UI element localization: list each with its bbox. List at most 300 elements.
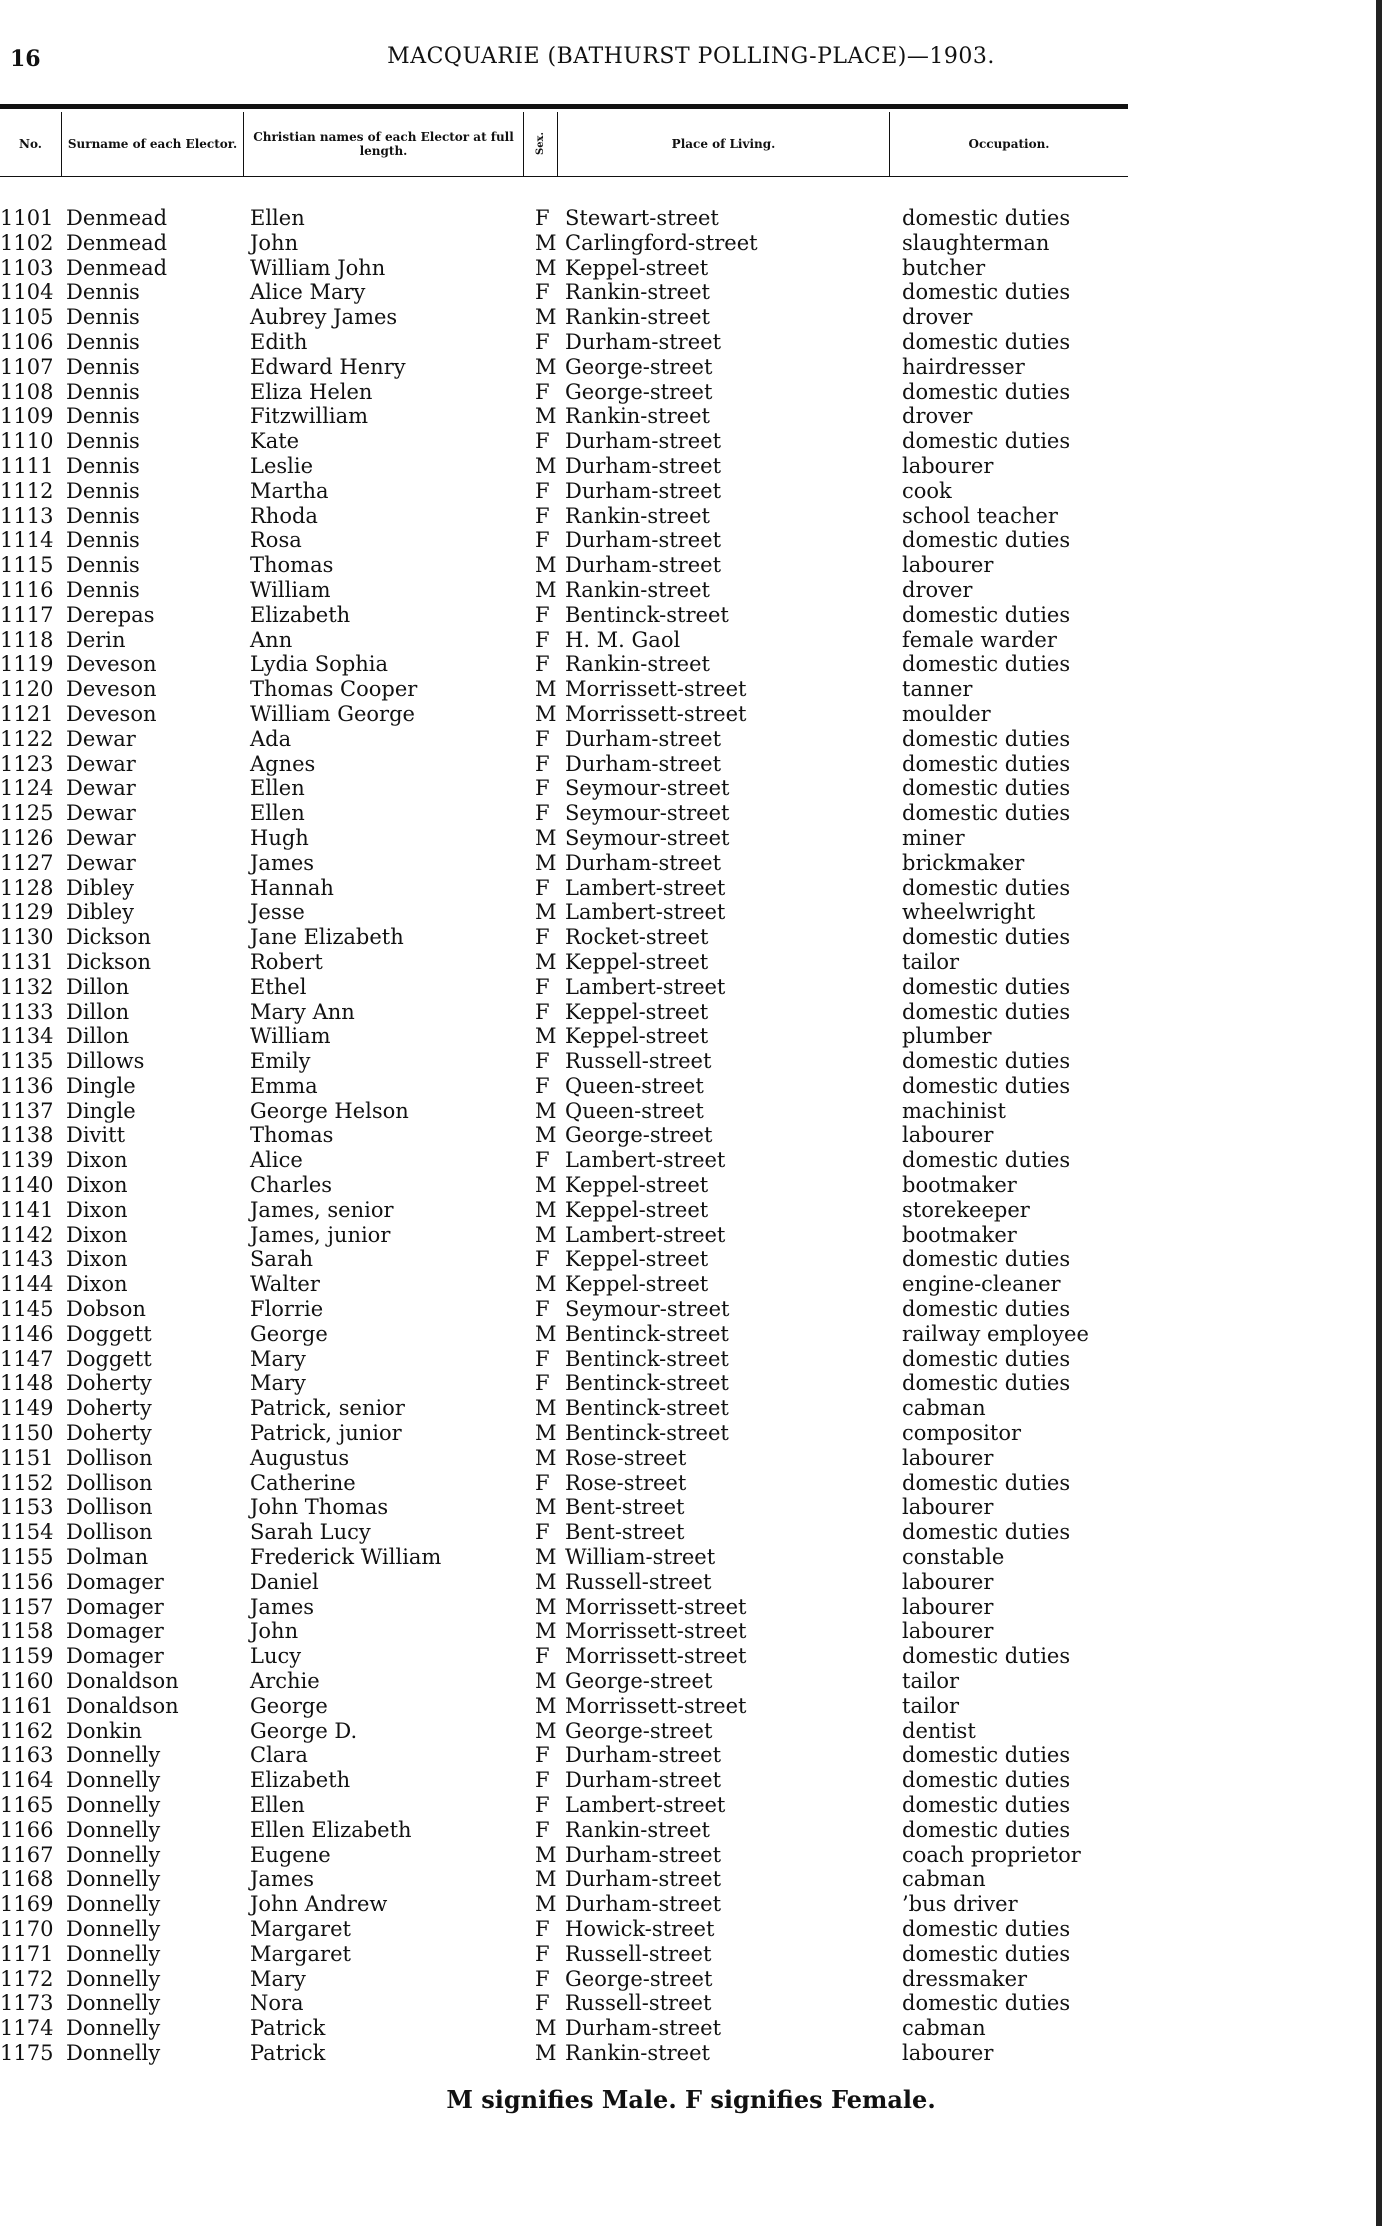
elector-place: George-street bbox=[565, 1718, 713, 1743]
page-title: MACQUARIE (BATHURST POLLING-PLACE)—1903. bbox=[387, 44, 995, 69]
elector-sex: F bbox=[535, 478, 550, 503]
table-header bbox=[0, 112, 1128, 176]
elector-number: 1161 bbox=[0, 1693, 54, 1718]
elector-number: 1155 bbox=[0, 1545, 54, 1570]
elector-christian-names: Mary bbox=[250, 1371, 306, 1396]
elector-occupation: labourer bbox=[902, 453, 994, 478]
elector-place: George-street bbox=[565, 1123, 713, 1148]
table-row bbox=[0, 479, 1128, 504]
elector-number: 1113 bbox=[0, 503, 54, 528]
elector-place: Russell-street bbox=[565, 1569, 712, 1594]
table-row bbox=[0, 876, 1128, 901]
elector-number: 1174 bbox=[0, 2016, 54, 2041]
elector-number: 1144 bbox=[0, 1272, 54, 1297]
elector-sex: M bbox=[535, 1545, 557, 1570]
table-row bbox=[0, 1768, 1128, 1793]
elector-sex: F bbox=[535, 1768, 550, 1793]
table-row bbox=[0, 1967, 1128, 1992]
elector-occupation: domestic duties bbox=[902, 999, 1071, 1024]
elector-place: George-street bbox=[565, 1966, 713, 1991]
elector-occupation: labourer bbox=[902, 1495, 994, 1520]
elector-occupation: bootmaker bbox=[902, 1222, 1017, 1247]
elector-number: 1168 bbox=[0, 1867, 54, 1892]
elector-number: 1122 bbox=[0, 726, 54, 751]
elector-place: Howick-street bbox=[565, 1916, 715, 1941]
table-row bbox=[0, 1867, 1128, 1892]
elector-place: Keppel-street bbox=[565, 1173, 709, 1198]
table-row bbox=[0, 578, 1128, 603]
elector-sex: M bbox=[535, 825, 557, 850]
elector-sex: F bbox=[535, 1644, 550, 1669]
elector-christian-names: Edward Henry bbox=[250, 354, 406, 379]
table-row bbox=[0, 1322, 1128, 1347]
elector-number: 1147 bbox=[0, 1346, 54, 1371]
elector-occupation: dentist bbox=[902, 1718, 976, 1743]
elector-surname: Doherty bbox=[66, 1371, 152, 1396]
elector-surname: Donnelly bbox=[66, 1966, 161, 1991]
elector-surname: Dewar bbox=[66, 825, 136, 850]
elector-number: 1146 bbox=[0, 1321, 54, 1346]
elector-place: Keppel-street bbox=[565, 1272, 709, 1297]
elector-sex: F bbox=[535, 329, 550, 354]
elector-number: 1105 bbox=[0, 305, 54, 330]
elector-occupation: female warder bbox=[902, 627, 1057, 652]
elector-surname: Dennis bbox=[66, 354, 140, 379]
elector-place: Rose-street bbox=[565, 1445, 687, 1470]
elector-occupation: domestic duties bbox=[902, 1991, 1071, 2016]
elector-number: 1153 bbox=[0, 1495, 54, 1520]
elector-sex: M bbox=[535, 1867, 557, 1892]
elector-sex: F bbox=[535, 602, 550, 627]
table-row bbox=[0, 603, 1128, 628]
elector-christian-names: Patrick, junior bbox=[250, 1421, 402, 1446]
elector-surname: Dennis bbox=[66, 329, 140, 354]
elector-place: Durham-street bbox=[565, 2016, 722, 2041]
elector-christian-names: Florrie bbox=[250, 1297, 324, 1322]
elector-surname: Dennis bbox=[66, 553, 140, 578]
elector-occupation: machinist bbox=[902, 1098, 1006, 1123]
elector-surname: Deveson bbox=[66, 701, 157, 726]
elector-christian-names: Augustus bbox=[250, 1445, 350, 1470]
elector-sex: F bbox=[535, 875, 550, 900]
elector-christian-names: Alice Mary bbox=[250, 280, 366, 305]
elector-place: Keppel-street bbox=[565, 949, 709, 974]
elector-surname: Denmead bbox=[66, 230, 168, 255]
elector-number: 1126 bbox=[0, 825, 54, 850]
elector-occupation: domestic duties bbox=[902, 974, 1071, 999]
table-row bbox=[0, 1049, 1128, 1074]
elector-place: Bentinck-street bbox=[565, 1421, 729, 1446]
elector-number: 1150 bbox=[0, 1421, 54, 1446]
elector-number: 1129 bbox=[0, 900, 54, 925]
table-row bbox=[0, 801, 1128, 826]
elector-sex: M bbox=[535, 701, 557, 726]
elector-occupation: domestic duties bbox=[902, 751, 1071, 776]
elector-number: 1148 bbox=[0, 1371, 54, 1396]
elector-place: Morrissett-street bbox=[565, 1693, 747, 1718]
elector-sex: M bbox=[535, 1222, 557, 1247]
table-row bbox=[0, 826, 1128, 851]
elector-sex: M bbox=[535, 1619, 557, 1644]
elector-christian-names: Rhoda bbox=[250, 503, 318, 528]
table-row bbox=[0, 1247, 1128, 1272]
table-row bbox=[0, 702, 1128, 727]
elector-occupation: domestic duties bbox=[902, 1644, 1071, 1669]
elector-number: 1142 bbox=[0, 1222, 54, 1247]
elector-surname: Dewar bbox=[66, 801, 136, 826]
table-row bbox=[0, 1173, 1128, 1198]
elector-place: Durham-street bbox=[565, 751, 722, 776]
elector-christian-names: Ada bbox=[250, 726, 292, 751]
elector-number: 1101 bbox=[0, 206, 54, 230]
elector-christian-names: Ellen Elizabeth bbox=[250, 1817, 412, 1842]
table-row bbox=[0, 900, 1128, 925]
table-row bbox=[0, 1892, 1128, 1917]
table-row bbox=[0, 1743, 1128, 1768]
elector-occupation: domestic duties bbox=[902, 1073, 1071, 1098]
elector-surname: Dennis bbox=[66, 503, 140, 528]
elector-christian-names: James, senior bbox=[250, 1197, 394, 1222]
table-row bbox=[0, 1818, 1128, 1843]
elector-surname: Dickson bbox=[66, 925, 151, 950]
elector-place: George-street bbox=[565, 1669, 713, 1694]
elector-sex: M bbox=[535, 2040, 557, 2065]
elector-christian-names: Elizabeth bbox=[250, 1768, 351, 1793]
elector-sex: F bbox=[535, 726, 550, 751]
table-row bbox=[0, 752, 1128, 777]
elector-christian-names: Archie bbox=[250, 1669, 320, 1694]
elector-sex: M bbox=[535, 1123, 557, 1148]
elector-christian-names: George D. bbox=[250, 1718, 358, 1743]
elector-occupation: dressmaker bbox=[902, 1966, 1028, 1991]
elector-number: 1114 bbox=[0, 528, 54, 553]
elector-place: Durham-street bbox=[565, 1892, 722, 1917]
elector-surname: Dennis bbox=[66, 478, 140, 503]
elector-occupation: drover bbox=[902, 404, 973, 429]
table-row bbox=[0, 231, 1128, 256]
elector-occupation: domestic duties bbox=[902, 1743, 1071, 1768]
elector-surname: Dillon bbox=[66, 974, 130, 999]
elector-surname: Dobson bbox=[66, 1297, 146, 1322]
elector-place: Lambert-street bbox=[565, 900, 726, 925]
elector-christian-names: Kate bbox=[250, 429, 300, 454]
elector-number: 1104 bbox=[0, 280, 54, 305]
elector-christian-names: Eliza Helen bbox=[250, 379, 373, 404]
elector-christian-names: Martha bbox=[250, 478, 329, 503]
table-row bbox=[0, 330, 1128, 355]
elector-place: Rose-street bbox=[565, 1470, 687, 1495]
elector-number: 1120 bbox=[0, 677, 54, 702]
elector-surname: Dixon bbox=[66, 1222, 128, 1247]
elector-occupation: labourer bbox=[902, 1594, 994, 1619]
elector-place: H. M. Gaol bbox=[565, 627, 681, 652]
elector-sex: M bbox=[535, 230, 557, 255]
elector-christian-names: Margaret bbox=[250, 1941, 351, 1966]
elector-place: Bentinck-street bbox=[565, 1396, 729, 1421]
elector-place: Rankin-street bbox=[565, 404, 710, 429]
table-row bbox=[0, 1371, 1128, 1396]
elector-place: Rankin-street bbox=[565, 503, 710, 528]
elector-surname: Domager bbox=[66, 1594, 164, 1619]
elector-occupation: cabman bbox=[902, 1396, 986, 1421]
elector-sex: M bbox=[535, 1669, 557, 1694]
page-binding-edge bbox=[1376, 0, 1382, 2226]
elector-occupation: brickmaker bbox=[902, 850, 1025, 875]
elector-surname: Dillon bbox=[66, 1024, 130, 1049]
elector-place: Rankin-street bbox=[565, 280, 710, 305]
elector-place: Durham-street bbox=[565, 1743, 722, 1768]
elector-occupation: domestic duties bbox=[902, 1371, 1071, 1396]
table-row bbox=[0, 1074, 1128, 1099]
elector-surname: Donnelly bbox=[66, 2040, 161, 2065]
elector-number: 1162 bbox=[0, 1718, 54, 1743]
elector-occupation: domestic duties bbox=[902, 429, 1071, 454]
elector-number: 1160 bbox=[0, 1669, 54, 1694]
elector-christian-names: Emily bbox=[250, 1049, 311, 1074]
elector-number: 1166 bbox=[0, 1817, 54, 1842]
table-row bbox=[0, 851, 1128, 876]
elector-place: Durham-street bbox=[565, 726, 722, 751]
elector-christian-names: Ann bbox=[250, 627, 293, 652]
elector-number: 1123 bbox=[0, 751, 54, 776]
elector-christian-names: George Helson bbox=[250, 1098, 409, 1123]
elector-sex: F bbox=[535, 801, 550, 826]
elector-sex: M bbox=[535, 553, 557, 578]
table-row bbox=[0, 2016, 1128, 2041]
elector-place: Lambert-street bbox=[565, 974, 726, 999]
elector-place: Russell-street bbox=[565, 1049, 712, 1074]
elector-place: Russell-street bbox=[565, 1991, 712, 2016]
elector-sex: F bbox=[535, 1916, 550, 1941]
table-row bbox=[0, 1843, 1128, 1868]
table-row bbox=[0, 1347, 1128, 1372]
elector-number: 1134 bbox=[0, 1024, 54, 1049]
elector-christian-names: George bbox=[250, 1693, 328, 1718]
elector-occupation: labourer bbox=[902, 1619, 994, 1644]
table-row bbox=[0, 1520, 1128, 1545]
elector-sex: M bbox=[535, 1173, 557, 1198]
elector-occupation: coach proprietor bbox=[902, 1842, 1081, 1867]
table-row bbox=[0, 1000, 1128, 1025]
elector-place: Seymour-street bbox=[565, 776, 730, 801]
elector-sex: M bbox=[535, 354, 557, 379]
table-row bbox=[0, 454, 1128, 479]
elector-number: 1139 bbox=[0, 1148, 54, 1173]
elector-christian-names: Ellen bbox=[250, 206, 305, 230]
elector-occupation: domestic duties bbox=[902, 1247, 1071, 1272]
elector-occupation: domestic duties bbox=[902, 1148, 1071, 1173]
elector-number: 1130 bbox=[0, 925, 54, 950]
elector-sex: F bbox=[535, 627, 550, 652]
elector-occupation: domestic duties bbox=[902, 1768, 1071, 1793]
elector-number: 1172 bbox=[0, 1966, 54, 1991]
table-row bbox=[0, 553, 1128, 578]
table-row bbox=[0, 206, 1128, 231]
elector-occupation: domestic duties bbox=[902, 206, 1071, 230]
elector-sex: F bbox=[535, 1346, 550, 1371]
elector-occupation: cabman bbox=[902, 1867, 986, 1892]
elector-sex: M bbox=[535, 677, 557, 702]
elector-number: 1157 bbox=[0, 1594, 54, 1619]
elector-sex: M bbox=[535, 1693, 557, 1718]
elector-occupation: labourer bbox=[902, 553, 994, 578]
elector-surname: Donnelly bbox=[66, 1867, 161, 1892]
elector-sex: F bbox=[535, 1793, 550, 1817]
table-row bbox=[0, 652, 1128, 677]
table-row bbox=[0, 355, 1128, 380]
elector-christian-names: Clara bbox=[250, 1743, 308, 1768]
table-row bbox=[0, 404, 1128, 429]
elector-sex: M bbox=[535, 453, 557, 478]
elector-christian-names: Nora bbox=[250, 1991, 304, 2016]
elector-number: 1145 bbox=[0, 1297, 54, 1322]
elector-surname: Dewar bbox=[66, 726, 136, 751]
elector-occupation: tailor bbox=[902, 949, 960, 974]
elector-christian-names: Aubrey James bbox=[250, 305, 398, 330]
elector-number: 1137 bbox=[0, 1098, 54, 1123]
elector-occupation: plumber bbox=[902, 1024, 992, 1049]
elector-surname: Dennis bbox=[66, 577, 140, 602]
elector-number: 1158 bbox=[0, 1619, 54, 1644]
elector-occupation: domestic duties bbox=[902, 1941, 1071, 1966]
elector-christian-names: Ellen bbox=[250, 1793, 305, 1817]
elector-place: Queen-street bbox=[565, 1098, 704, 1123]
table-row bbox=[0, 1024, 1128, 1049]
elector-sex: M bbox=[535, 1495, 557, 1520]
elector-sex: M bbox=[535, 1594, 557, 1619]
table-row bbox=[0, 677, 1128, 702]
table-row bbox=[0, 1669, 1128, 1694]
elector-occupation: domestic duties bbox=[902, 379, 1071, 404]
elector-christian-names: Walter bbox=[250, 1272, 320, 1297]
elector-place: Morrissett-street bbox=[565, 1619, 747, 1644]
elector-occupation: engine-cleaner bbox=[902, 1272, 1061, 1297]
elector-number: 1143 bbox=[0, 1247, 54, 1272]
elector-surname: Dingle bbox=[66, 1098, 136, 1123]
elector-place: Rocket-street bbox=[565, 925, 709, 950]
elector-place: Morrissett-street bbox=[565, 677, 747, 702]
elector-surname: Dixon bbox=[66, 1148, 128, 1173]
elector-occupation: domestic duties bbox=[902, 1297, 1071, 1322]
elector-number: 1135 bbox=[0, 1049, 54, 1074]
elector-occupation: labourer bbox=[902, 1569, 994, 1594]
table-row bbox=[0, 1991, 1128, 2016]
elector-place: Keppel-street bbox=[565, 999, 709, 1024]
elector-surname: Dixon bbox=[66, 1247, 128, 1272]
elector-christian-names: Hugh bbox=[250, 825, 309, 850]
elector-sex: F bbox=[535, 1371, 550, 1396]
elector-christian-names: William John bbox=[250, 255, 386, 280]
elector-surname: Dixon bbox=[66, 1173, 128, 1198]
elector-christian-names: Mary bbox=[250, 1346, 306, 1371]
elector-surname: Dewar bbox=[66, 776, 136, 801]
elector-place: Russell-street bbox=[565, 1941, 712, 1966]
elector-place: Lambert-street bbox=[565, 1793, 726, 1817]
elector-number: 1171 bbox=[0, 1941, 54, 1966]
elector-place: Carlingford-street bbox=[565, 230, 758, 255]
elector-occupation: domestic duties bbox=[902, 652, 1071, 677]
elector-surname: Donnelly bbox=[66, 1941, 161, 1966]
elector-place: Seymour-street bbox=[565, 1297, 730, 1322]
table-row bbox=[0, 1446, 1128, 1471]
elector-surname: Donaldson bbox=[66, 1669, 179, 1694]
elector-number: 1119 bbox=[0, 652, 54, 677]
elector-number: 1112 bbox=[0, 478, 54, 503]
elector-sex: M bbox=[535, 850, 557, 875]
elector-christian-names: Robert bbox=[250, 949, 323, 974]
elector-christian-names: Elizabeth bbox=[250, 602, 351, 627]
elector-sex: F bbox=[535, 1073, 550, 1098]
elector-occupation: domestic duties bbox=[902, 1470, 1071, 1495]
elector-sex: M bbox=[535, 1098, 557, 1123]
elector-sex: F bbox=[535, 1470, 550, 1495]
header-rule bbox=[0, 104, 1128, 109]
elector-surname: Dibley bbox=[66, 875, 135, 900]
table-row bbox=[0, 1694, 1128, 1719]
elector-sex: M bbox=[535, 1421, 557, 1446]
elector-occupation: miner bbox=[902, 825, 965, 850]
table-row bbox=[0, 1942, 1128, 1967]
header-surname: Surname of each Elector. bbox=[62, 112, 244, 176]
table-row bbox=[0, 1421, 1128, 1446]
elector-christian-names: James bbox=[250, 850, 315, 875]
elector-sex: M bbox=[535, 1718, 557, 1743]
elector-surname: Dillows bbox=[66, 1049, 145, 1074]
elector-place: Durham-street bbox=[565, 478, 722, 503]
elector-number: 1164 bbox=[0, 1768, 54, 1793]
elector-occupation: domestic duties bbox=[902, 801, 1071, 826]
elector-number: 1136 bbox=[0, 1073, 54, 1098]
elector-place: William-street bbox=[565, 1545, 716, 1570]
elector-christian-names: Ellen bbox=[250, 776, 305, 801]
elector-christian-names: John bbox=[250, 1619, 299, 1644]
elector-place: Durham-street bbox=[565, 1842, 722, 1867]
elector-sex: M bbox=[535, 255, 557, 280]
elector-christian-names: Charles bbox=[250, 1173, 333, 1198]
elector-number: 1111 bbox=[0, 453, 54, 478]
elector-surname: Domager bbox=[66, 1619, 164, 1644]
elector-sex: M bbox=[535, 1272, 557, 1297]
elector-christian-names: Thomas Cooper bbox=[250, 677, 418, 702]
elector-sex: F bbox=[535, 1049, 550, 1074]
elector-christian-names: John Thomas bbox=[250, 1495, 389, 1520]
elector-occupation: domestic duties bbox=[902, 726, 1071, 751]
elector-sex: M bbox=[535, 1197, 557, 1222]
elector-surname: Deveson bbox=[66, 652, 157, 677]
table-row bbox=[0, 429, 1128, 454]
elector-place: Durham-street bbox=[565, 329, 722, 354]
elector-occupation: domestic duties bbox=[902, 1817, 1071, 1842]
table-row bbox=[0, 950, 1128, 975]
elector-occupation: domestic duties bbox=[902, 875, 1071, 900]
elector-sex: M bbox=[535, 1396, 557, 1421]
elector-surname: Donnelly bbox=[66, 1793, 161, 1817]
elector-christian-names: Catherine bbox=[250, 1470, 356, 1495]
elector-number: 1173 bbox=[0, 1991, 54, 2016]
elector-number: 1118 bbox=[0, 627, 54, 652]
header-sex-label: Sex. bbox=[534, 132, 546, 156]
elector-surname: Dillon bbox=[66, 999, 130, 1024]
elector-surname: Denmead bbox=[66, 206, 168, 230]
table-row bbox=[0, 727, 1128, 752]
elector-surname: Donnelly bbox=[66, 2016, 161, 2041]
elector-number: 1110 bbox=[0, 429, 54, 454]
elector-place: Bentinck-street bbox=[565, 1346, 729, 1371]
elector-christian-names: Jane Elizabeth bbox=[250, 925, 404, 950]
elector-sex: F bbox=[535, 429, 550, 454]
elector-christian-names: Daniel bbox=[250, 1569, 319, 1594]
table-row bbox=[0, 504, 1128, 529]
